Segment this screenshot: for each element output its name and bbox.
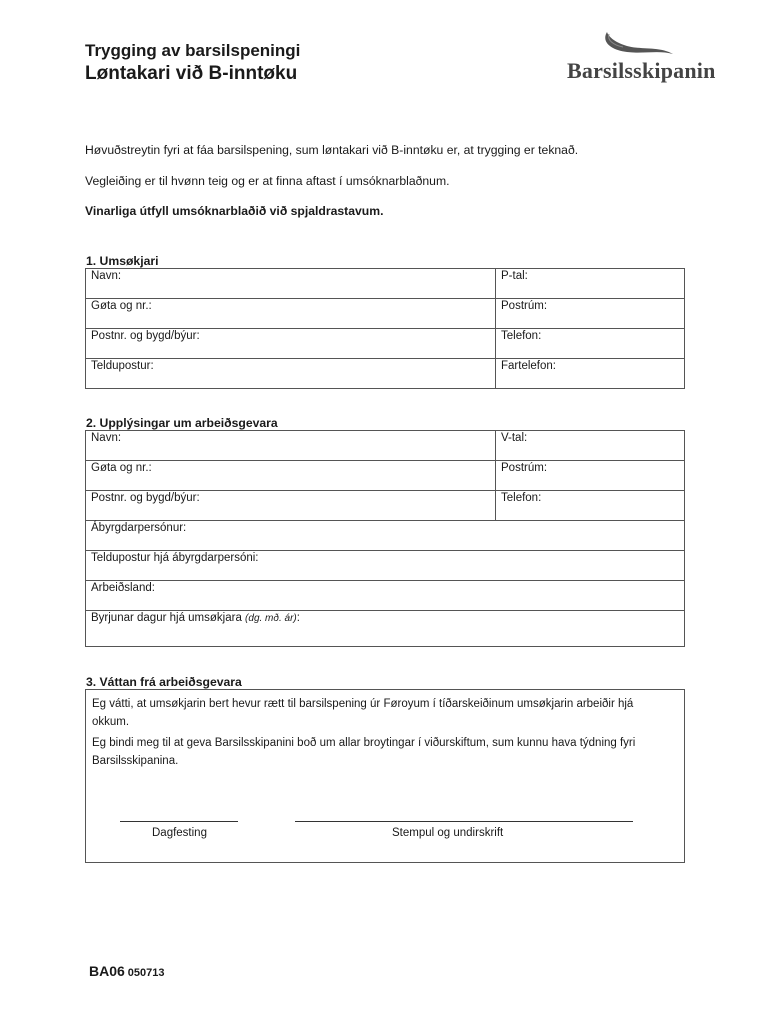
- employer-postcode-field[interactable]: Postnr. og bygd/býur:: [86, 491, 496, 521]
- applicant-ptal-field[interactable]: P-tal:: [496, 269, 685, 299]
- table-row: [86, 521, 685, 551]
- employer-table: [85, 430, 685, 647]
- employer-vtal-field[interactable]: V-tal:: [496, 431, 685, 461]
- intro-paragraph-1: Høvuðstreytin fyri at fáa barsilspening, sum løntakari við B-inntøku er, at trygging er teknað.: [85, 143, 579, 157]
- date-signature-line[interactable]: [120, 821, 238, 822]
- applicant-phone-field[interactable]: Telefon:: [496, 329, 685, 359]
- logo-text: Barsilsskipanin: [567, 58, 716, 83]
- table-row: [86, 431, 685, 461]
- intro-paragraph-2: Vegleiðing er til hvønn teig og er at finna aftast í umsóknarblaðnum.: [85, 174, 450, 188]
- applicant-street-field[interactable]: Gøta og nr.:: [86, 299, 496, 329]
- logo: [567, 28, 747, 88]
- confirmation-paragraph-1: Eg vátti, at umsøkjarin bert hevur rætt til barsilspening úr Føroyum í tíðarskeiðinum umsøkjarin arbeiðir hjá okkum.: [92, 698, 634, 728]
- employer-street-field[interactable]: Gøta og nr.:: [86, 461, 496, 491]
- applicant-name-field[interactable]: Navn:: [86, 269, 496, 299]
- form-code: 050713: [127, 967, 165, 979]
- table-row: [86, 359, 685, 389]
- applicant-email-field[interactable]: Teldupostur:: [86, 359, 496, 389]
- start-date-field[interactable]: Byrjunar dagur hjá umsøkjara (dg. mð. ár):: [86, 611, 685, 647]
- form-title: Trygging av barsilspeningi: [85, 41, 301, 60]
- applicant-mobile-field[interactable]: Fartelefon:: [496, 359, 685, 389]
- employer-name-field[interactable]: Navn:: [86, 431, 496, 461]
- applicant-pobox-field[interactable]: Postrúm:: [496, 299, 685, 329]
- table-row: [86, 581, 685, 611]
- form-subtitle: Løntakari við B-inntøku: [85, 63, 298, 84]
- stamp-signature-line[interactable]: [295, 821, 633, 822]
- employer-confirmation-box: [85, 689, 685, 863]
- table-row: [86, 461, 685, 491]
- applicant-table: [85, 268, 685, 389]
- section-1-title: 1. Umsøkjari: [86, 254, 159, 268]
- employer-pobox-field[interactable]: Postrúm:: [496, 461, 685, 491]
- intro-paragraph-3: Vinarliga útfyll umsóknarblaðið við spjaldrastavum.: [85, 204, 384, 218]
- table-row: [86, 491, 685, 521]
- table-row: [86, 269, 685, 299]
- section-2-title: 2. Upplýsingar um arbeiðsgevara: [86, 416, 278, 430]
- table-row: [86, 299, 685, 329]
- date-label: Dagfesting: [152, 827, 207, 839]
- responsible-email-field[interactable]: Teldupostur hjá ábyrgdarpersóni:: [86, 551, 685, 581]
- table-row: [86, 611, 685, 647]
- work-country-field[interactable]: Arbeiðsland:: [86, 581, 685, 611]
- applicant-postcode-field[interactable]: Postnr. og bygd/býur:: [86, 329, 496, 359]
- section-3-title: 3. Váttan frá arbeiðsgevara: [86, 675, 242, 689]
- table-row: [86, 551, 685, 581]
- swoosh-icon: [597, 28, 677, 62]
- confirmation-paragraph-2: Eg bindi meg til at geva Barsilsskipanini boð um allar broytingar í viðurskiftum, sum kunnu hava týdning fyri Barsilsskipanina.: [92, 737, 636, 767]
- table-row: [86, 329, 685, 359]
- signature-label: Stempul og undirskrift: [392, 827, 504, 839]
- responsible-person-field[interactable]: Ábyrgdarpersónur:: [86, 521, 685, 551]
- form-id: BA06 050713: [89, 963, 165, 979]
- employer-phone-field[interactable]: Telefon:: [496, 491, 685, 521]
